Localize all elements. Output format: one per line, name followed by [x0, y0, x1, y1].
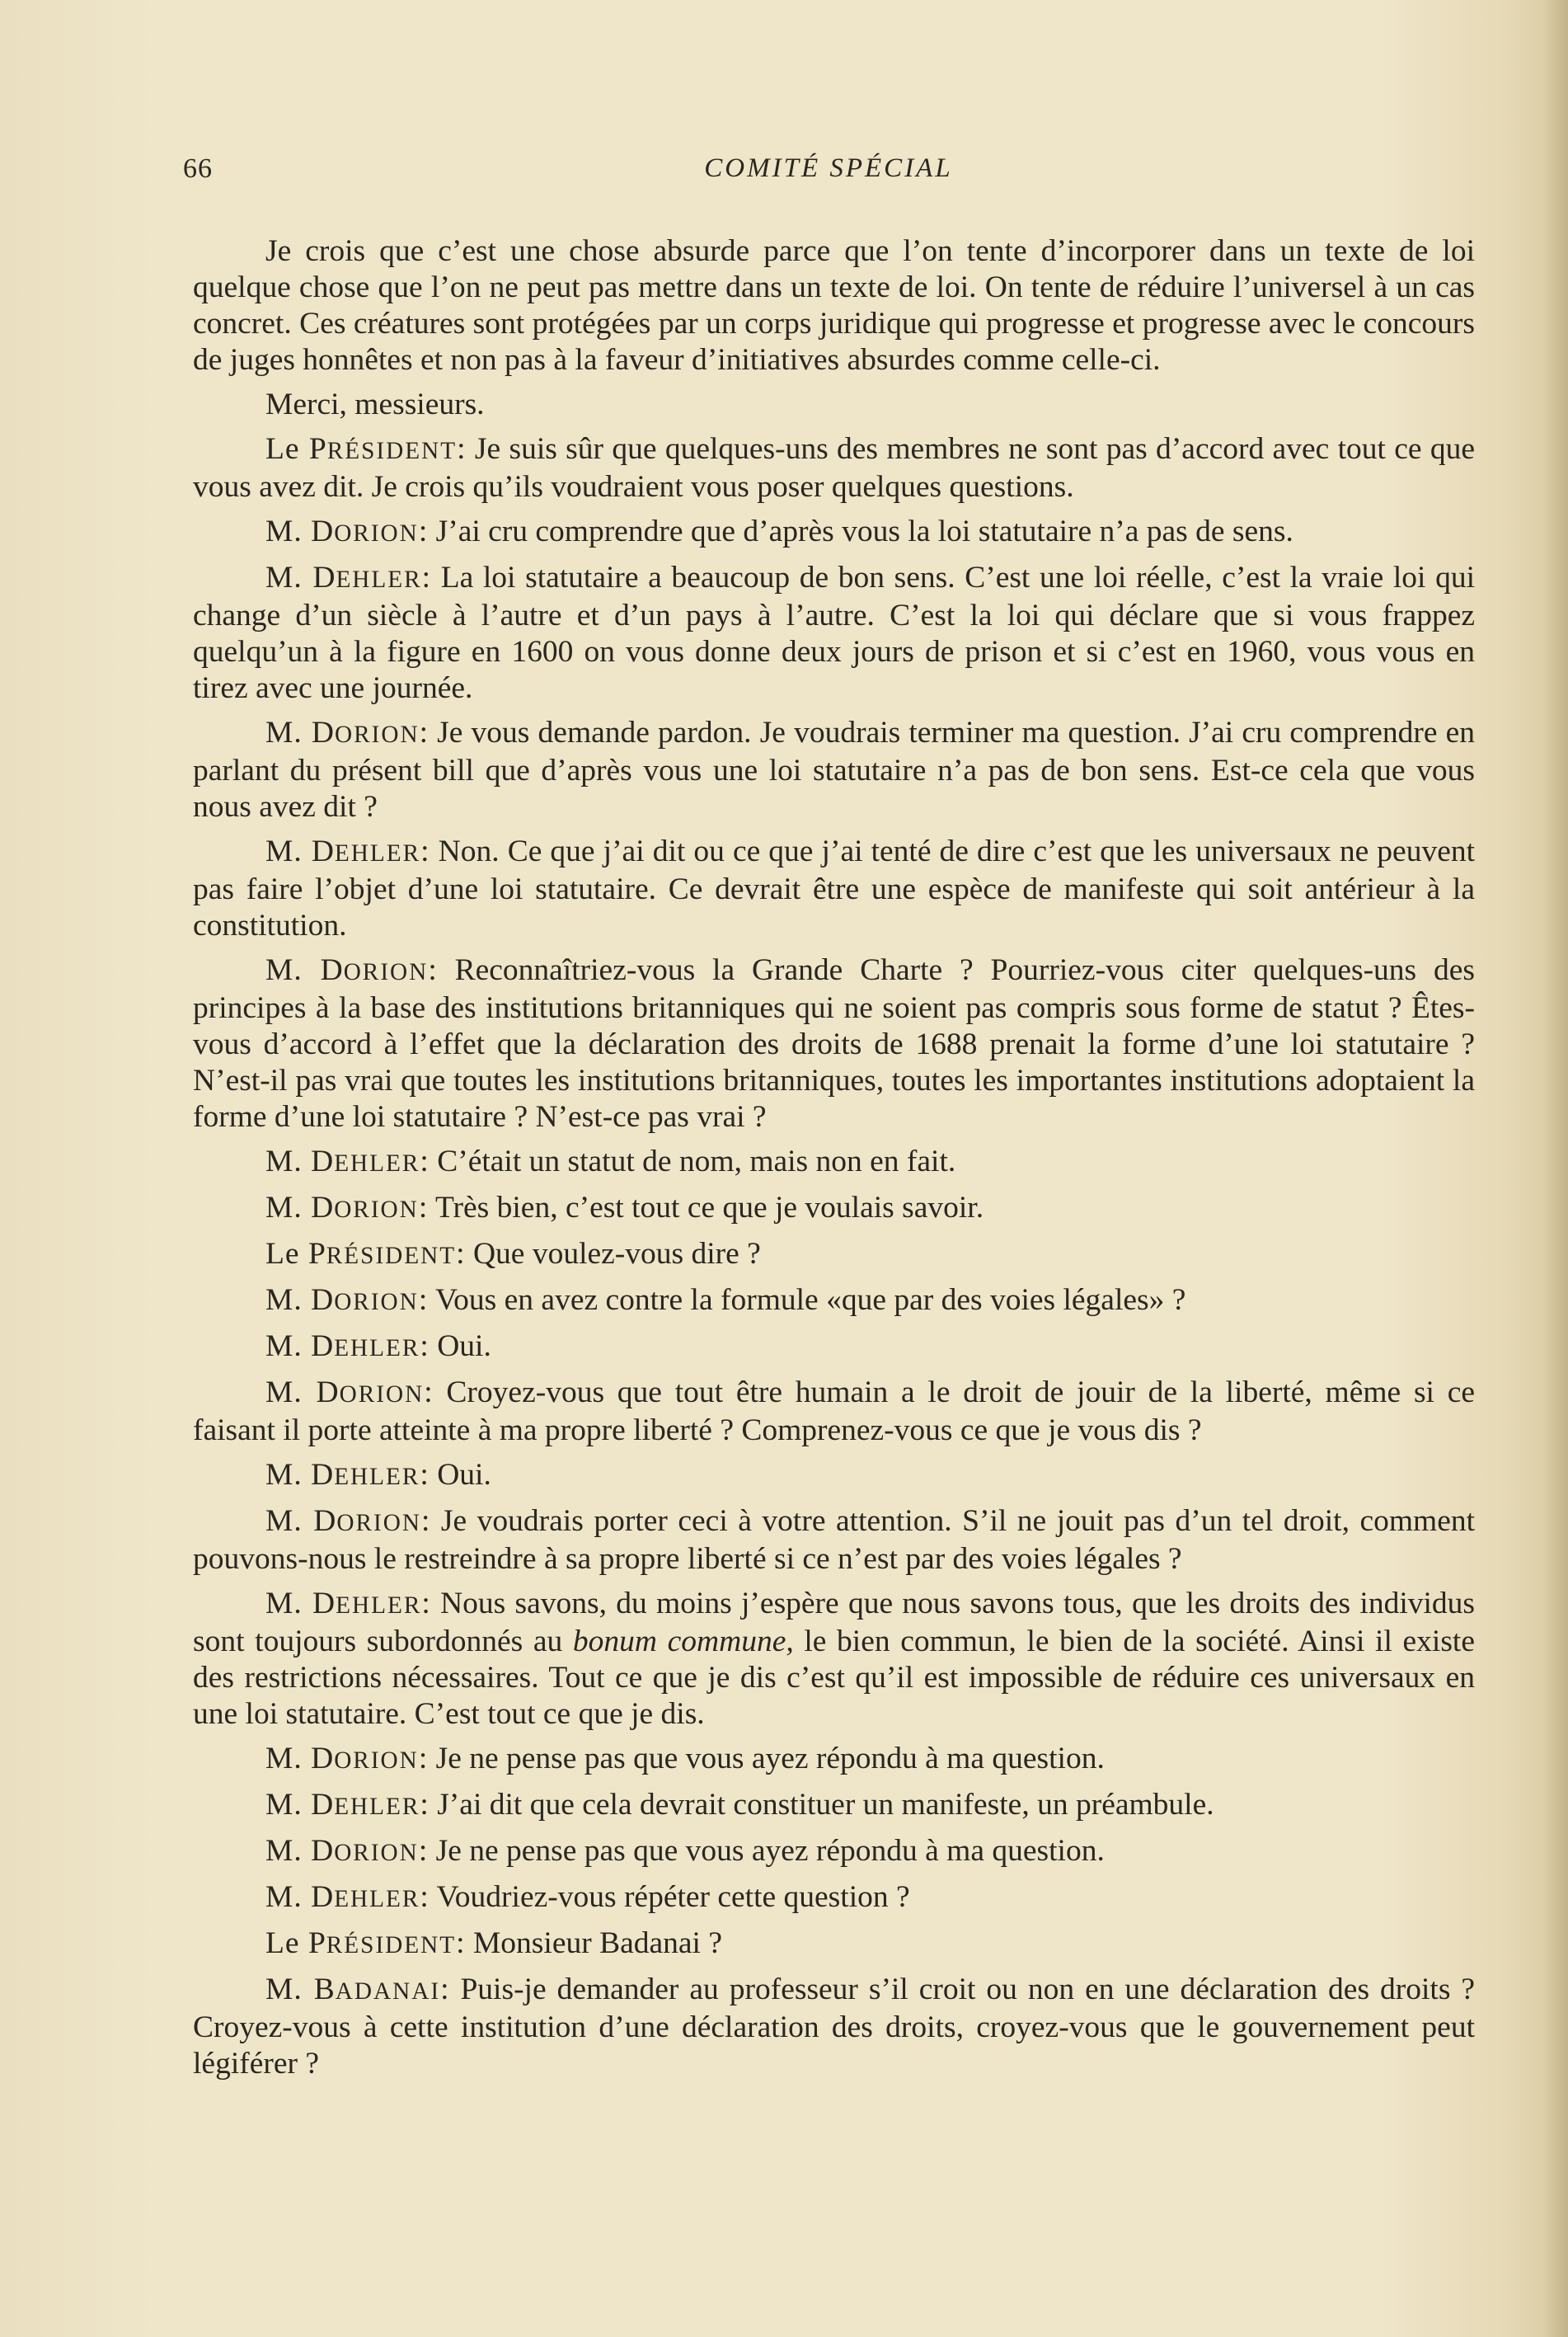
speech-text: Oui.: [437, 1458, 491, 1492]
page-header: [183, 153, 1474, 195]
paragraph-speech: [193, 952, 1475, 1136]
speaker-name: M. DEHLER:: [265, 1788, 430, 1822]
paragraph-intro: [193, 233, 1475, 379]
speaker-name: M. DORION:: [265, 515, 429, 548]
paragraph-speech: [193, 715, 1475, 825]
paragraph-speech: [193, 1586, 1475, 1733]
speaker-name: M. DEHLER:: [265, 561, 432, 595]
speech-text: Très bien, c’est tout ce que je voulais savoir.: [434, 1191, 984, 1225]
paragraph-speech: [193, 1972, 1475, 2082]
speaker-name: Le PRÉSIDENT:: [265, 1926, 466, 1960]
speaker-name: M. DEHLER:: [265, 1458, 430, 1492]
speech-text: Croyez-vous que tout être humain a le droit de jouir de la liberté, même si ce faisant il porte atteinte à ma propre liberté ? Comprenez-vous ce que je vous dis ?: [193, 1375, 1476, 1447]
speaker-name: Le PRÉSIDENT:: [265, 1237, 466, 1271]
paragraph-text: Je crois que c’est une chose absurde parce que l’on tente d’incorporer dans un texte de loi quelque chose que l’on ne peut pas mettre dans un texte de loi. On tente de réduire l’universel à un cas concret. Ces créatures sont protégées par un corps juridique qui progresse et progresse avec le concours de juges honnêtes et non pas à la faveur d’initiatives absurdes comme celle-ci.: [193, 234, 1475, 377]
speech-text: C’était un statut de nom, mais non en fait.: [437, 1145, 956, 1178]
speech-text: le bien commun, le bien de la société. Ainsi il existe des restrictions nécessaires. Tout ce que je dis c’est qu’il est impossible de réduire ces universaux en une loi statutaire. C’est tout ce que je dis.: [193, 1625, 1475, 1731]
paragraph-thanks: [193, 387, 1475, 423]
speaker-name: M. DORION:: [265, 1742, 429, 1775]
speaker-name: M. DORION:: [265, 953, 438, 987]
speaker-name: M. DEHLER:: [265, 1587, 431, 1620]
speech-text: Puis-je demander au professeur s’il croit ou non en une déclaration des droits ? Croyez-vous à cette institution d’une déclaration des droits, croyez-vous que le gouvernement peut légiférer ?: [193, 1973, 1476, 2081]
speech-text: Je vous demande pardon. Je voudrais terminer ma question. J’ai cru comprendre en parlant du présent bill que d’après vous une loi statutaire n’a pas de bon sens. Est-ce cela que vous nous avez dit ?: [193, 716, 1476, 824]
speaker-name: M. DEHLER:: [265, 835, 430, 868]
paragraph-speech: [193, 1833, 1475, 1871]
running-title: COMITÉ SPÉCIAL: [704, 153, 953, 183]
transcript-body: [193, 233, 1475, 2090]
speaker-name: M. DORION:: [265, 1191, 429, 1225]
speech-text: J’ai cru comprendre que d’après vous la loi statutaire n’a pas de sens.: [435, 515, 1293, 548]
speaker-name: Le PRÉSIDENT:: [265, 432, 467, 466]
paragraph-speech: [193, 1787, 1475, 1825]
speech-text: Voudriez-vous répéter cette question ?: [436, 1880, 910, 1914]
speaker-name: M. DEHLER:: [265, 1145, 430, 1178]
speaker-name: M. DEHLER:: [265, 1880, 430, 1914]
paragraph-text: Merci, messieurs.: [265, 388, 485, 421]
speaker-name: M. DORION:: [265, 1834, 429, 1868]
speech-text: J’ai dit que cela devrait constituer un manifeste, un préambule.: [437, 1788, 1214, 1822]
page-number: 66: [183, 153, 213, 184]
speech-text: Je suis sûr que quelques-uns des membres ne sont pas d’accord avec tout ce que vous avez dit. Je crois qu’ils voudraient vous poser quelques questions.: [193, 432, 1476, 504]
paragraph-speech: [193, 1282, 1475, 1320]
page-gutter-shadow: [1543, 0, 1568, 2337]
speech-text: Je voudrais porter ceci à votre attention. S’il ne jouit pas d’un tel droit, comment pouvons-nous le restreindre à sa propre liberté si ce n’est par des voies légales ?: [193, 1504, 1476, 1576]
paragraph-speech: [193, 560, 1475, 707]
paragraph-speech: [193, 514, 1475, 552]
paragraph-speech: [193, 1190, 1475, 1228]
paragraph-speech: [193, 1375, 1475, 1449]
speaker-name: M. DORION:: [265, 1375, 434, 1409]
paragraph-speech: [193, 1457, 1475, 1495]
speech-text: Monsieur Badanai ?: [472, 1926, 722, 1960]
latin-phrase: bonum commune,: [572, 1625, 794, 1658]
speech-text: Nous savons, du moins j’espère que nous savons tous, que les droits des individus sont toujours subordonnés au: [193, 1587, 1476, 1658]
paragraph-speech: [193, 1328, 1475, 1366]
paragraph-speech: [193, 1503, 1475, 1578]
speaker-name: M. DORION:: [265, 1283, 429, 1317]
speech-text: Que voulez-vous dire ?: [472, 1237, 761, 1271]
speaker-name: M. DORION:: [265, 1504, 431, 1538]
paragraph-speech: [193, 1236, 1475, 1274]
paragraph-speech: [193, 1926, 1475, 1963]
speaker-name: M. BADANAI:: [265, 1973, 450, 2006]
speech-text: Je ne pense pas que vous ayez répondu à ma question.: [435, 1834, 1105, 1868]
speech-text: La loi statutaire a beaucoup de bon sens. C’est une loi réelle, c’est la vraie loi qui change d’un siècle à l’autre et d’un pays à l’autre. C’est la loi qui déclare que si vous frappez quelqu’un à la figure en 1600 on vous donne deux jours de prison et si c’est en 1960, vous vous en tirez avec une journée.: [193, 561, 1475, 705]
paragraph-speech: [193, 834, 1475, 944]
paragraph-speech: [193, 1741, 1475, 1779]
speech-text: Reconnaîtriez-vous la Grande Charte ? Pourriez-vous citer quelques-uns des principes à la base des institutions britanniques qui ne soient pas compris sous forme de statut ? Êtes-vous d’accord à l’effet que la déclaration des droits de 1688 prenait la forme d’une loi statutaire ? N’est-il pas vrai que toutes les institutions britanniques, toutes les importantes institutions adoptaient la forme d’une loi statutaire ? N’est-ce pas vrai ?: [193, 953, 1476, 1134]
paragraph-speech: [193, 431, 1475, 505]
paragraph-speech: [193, 1144, 1475, 1182]
speech-text: Vous en avez contre la formule «que par des voies légales» ?: [434, 1283, 1186, 1317]
speech-text: Non. Ce que j’ai dit ou ce que j’ai tenté de dire c’est que les universaux ne peuvent pas faire l’objet d’une loi statutaire. Ce devrait être une espèce de manifeste qui soit antérieur à la constitution.: [193, 835, 1476, 943]
speaker-name: M. DEHLER:: [265, 1329, 430, 1363]
speech-text: Je ne pense pas que vous ayez répondu à ma question.: [435, 1742, 1105, 1775]
paragraph-speech: [193, 1879, 1475, 1917]
speech-text: Oui.: [437, 1329, 491, 1363]
speaker-name: M. DORION:: [265, 716, 430, 750]
